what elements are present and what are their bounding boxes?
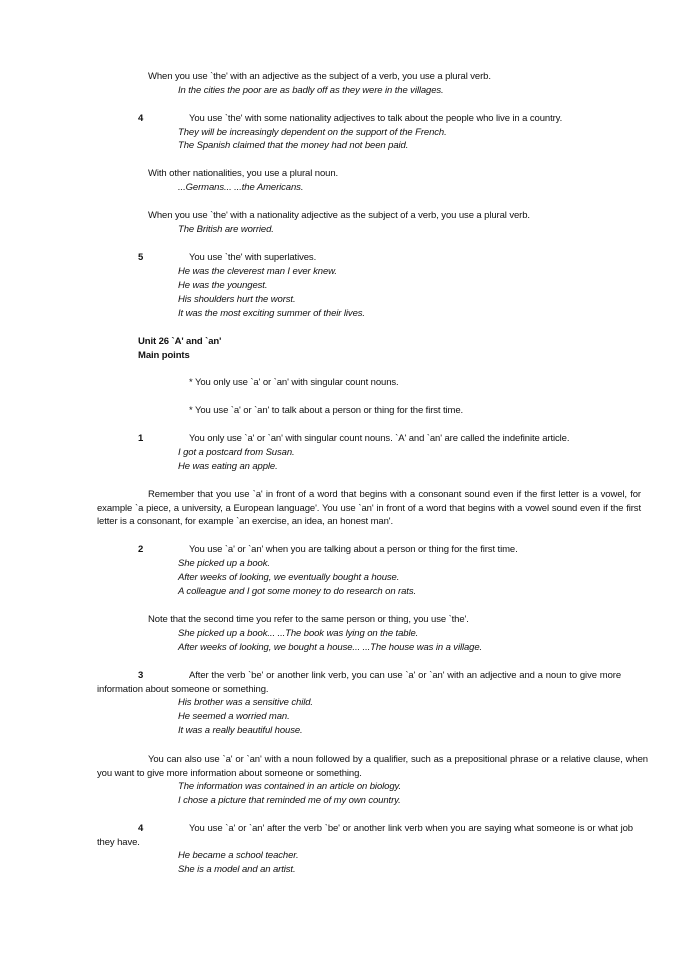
- example-line: She is a model and an artist.: [178, 864, 296, 875]
- example-line: I got a postcard from Susan.: [178, 447, 295, 458]
- text-line: When you use `the' with a nationality adjective as the subject of a verb, you use a plural verb.: [148, 210, 530, 221]
- example-line: In the cities the poor are as badly off as they were in the villages.: [178, 85, 444, 96]
- text-line: You use `the' with superlatives.: [189, 252, 317, 263]
- text-line: You use `a' or `an' when you are talking about a person or thing for the first time.: [189, 544, 518, 555]
- example-line: He became a school teacher.: [178, 850, 299, 861]
- text-line: You use `the' with some nationality adjectives to talk about the people who live in a country.: [189, 113, 563, 124]
- paragraph: After the verb `be' or another link verb, you can use `a' or `an' with an adjective and a noun to give more information about someone or something.: [97, 670, 621, 695]
- example-line: ...Germans... ...the Americans.: [178, 182, 304, 193]
- text-line: When you use `the' with an adjective as the subject of a verb, you use a plural verb.: [148, 71, 491, 82]
- example-line: They will be increasingly dependent on the support of the French.: [178, 127, 447, 138]
- example-line: After weeks of looking, we bought a house... ...The house was in a village.: [178, 642, 483, 653]
- example-line: I chose a picture that reminded me of my own country.: [178, 795, 401, 806]
- example-line: A colleague and I got some money to do research on rats.: [178, 586, 417, 597]
- paragraph: Remember that you use `a' in front of a word that begins with a consonant sound even if the first letter is a vowel, for example `a piece, a university, a European language'. You use `an' in front of a word that begins with a vowel sound even if the first letter is a consonant, for example `an exercise, an idea, an honest man'.: [97, 489, 641, 527]
- main-points-heading: Main points: [138, 350, 190, 361]
- text-line: With other nationalities, you use a plural noun.: [148, 168, 339, 179]
- section-number: 2: [138, 544, 144, 555]
- bullet-point: * You use `a' or `an' to talk about a person or thing for the first time.: [189, 405, 464, 416]
- text-line: You only use `a' or `an' with singular count nouns. `A' and `an' are called the indefinite article.: [189, 433, 570, 444]
- example-line: He was eating an apple.: [178, 461, 278, 472]
- section-number: 1: [138, 433, 144, 444]
- example-line: The Spanish claimed that the money had not been paid.: [178, 140, 409, 151]
- text-line: Note that the second time you refer to the same person or thing, you use `the'.: [148, 614, 469, 625]
- example-line: It was a really beautiful house.: [178, 725, 303, 736]
- section-number: 3: [138, 670, 144, 681]
- bullet-point: * You only use `a' or `an' with singular count nouns.: [189, 377, 399, 388]
- example-line: After weeks of looking, we eventually bought a house.: [178, 572, 400, 583]
- paragraph: You can also use `a' or `an' with a noun followed by a qualifier, such as a prepositional phrase or a relative clause, when you want to give more information about someone or something.: [97, 754, 648, 779]
- example-line: He was the cleverest man I ever knew.: [178, 266, 337, 277]
- example-line: She picked up a book... ...The book was lying on the table.: [178, 628, 419, 639]
- paragraph: You use `a' or `an' after the verb `be' or another link verb when you are saying what someone is or what job they have.: [97, 823, 633, 848]
- example-line: She picked up a book.: [178, 558, 270, 569]
- section-number: 4: [138, 823, 144, 834]
- example-line: The British are worried.: [178, 224, 274, 235]
- section-number: 4: [138, 113, 144, 124]
- example-line: His brother was a sensitive child.: [178, 697, 313, 708]
- example-line: His shoulders hurt the worst.: [178, 294, 296, 305]
- example-line: It was the most exciting summer of their lives.: [178, 308, 365, 319]
- example-line: He seemed a worried man.: [178, 711, 290, 722]
- section-number: 5: [138, 252, 144, 263]
- example-line: The information was contained in an article on biology.: [178, 781, 401, 792]
- unit-heading: Unit 26 `A' and `an': [138, 336, 222, 347]
- example-line: He was the youngest.: [178, 280, 268, 291]
